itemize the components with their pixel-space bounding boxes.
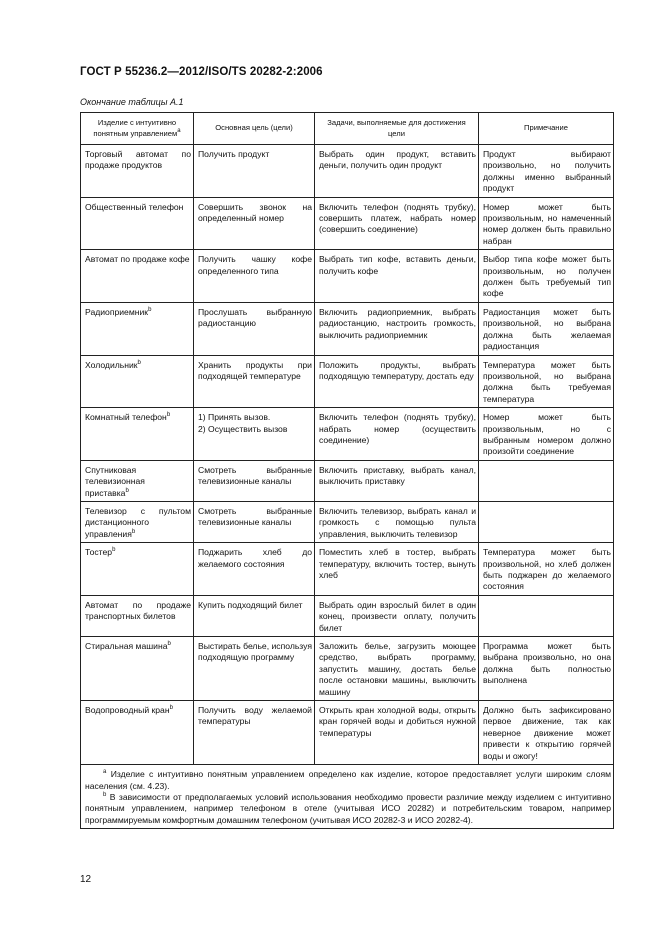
cell-note [479, 595, 614, 636]
cell-product: Автомат по продаже транспортных билетов [81, 595, 194, 636]
table-row [81, 197, 614, 250]
cell-product: Стиральная машина$^b$ [81, 637, 194, 701]
cell-product: Спутниковая телевизионная приставка$^b$ [81, 460, 194, 501]
cell-tasks: Открыть кран холодной воды, открыть кран горячей воды и добиться нужной температуры [315, 701, 479, 765]
cell-tasks: Включить радиоприемник, выбрать радиостанцию, настроить громкость, выключить радиоприемник [315, 302, 479, 355]
table-row [81, 250, 614, 303]
cell-product: Автомат по продаже кофе [81, 250, 194, 303]
goal-list-item: 2) Осуществить вызов [198, 423, 288, 434]
cell-note: Радиостанция может быть произвольной, но выбрана должна быть желаемая радиостанция [479, 302, 614, 355]
cell-product: Тостер$^b$ [81, 543, 194, 596]
cell-goal: Смотреть выбранные телевизионные каналы [194, 501, 315, 542]
cell-note [479, 501, 614, 542]
footnote-b: $^b$ В зависимости от предполагаемых условий использования необходимо провести различие между изделием с интуитивно понятным управлением, например телефоном в отеле (учитывая ИСО 20282) и потребительским товаром, например программируемым комфортным домашним телефоном (учитывая ИСО 20282-3 и ИСО 20282-4). [85, 791, 612, 825]
page-number: 12 [80, 874, 92, 885]
document-title: ГОСТ Р 55236.2—2012/ISO/TS 20282-2:2006 [80, 66, 323, 78]
table-row [81, 501, 614, 542]
cell-product: Комнатный телефон$^b$ [81, 408, 194, 461]
cell-note: Выбор типа кофе может быть произвольным, но получен должен быть требуемый тип кофе [479, 250, 614, 303]
cell-goal: Совершить звонок на определенный номер [194, 197, 315, 250]
table-row [81, 145, 614, 198]
table-row [81, 637, 614, 701]
column-header-note: Примечание [479, 113, 614, 145]
cell-tasks: Включить телефон (поднять трубку), совершить платеж, набрать номер (совершить соединение) [315, 197, 479, 250]
cell-goal: Поджарить хлеб до желаемого состояния [194, 543, 315, 596]
table-row [81, 595, 614, 636]
cell-tasks: Включить телефон (поднять трубку), набрать номер (осуществить соединение) [315, 408, 479, 461]
cell-note [479, 460, 614, 501]
cell-product: Общественный телефон [81, 197, 194, 250]
table-row [81, 701, 614, 765]
column-header-goal: Основная цель (цели) [194, 113, 315, 145]
footnote-a: $^a$ Изделие с интуитивно понятным управлением определено как изделие, которое предоставляет услуги широким слоям населения (см. 4.23). [85, 769, 612, 791]
cell-note: Должно быть зафиксировано первое движение, так как неверное движение может привести к открытию горячей воды и ожогу! [479, 701, 614, 765]
cell-goal [194, 408, 315, 461]
cell-goal: Прослушать выбранную радиостанцию [194, 302, 315, 355]
table-row [81, 355, 614, 408]
goal-list-item: 1) Принять вызов. [198, 412, 271, 423]
table-row [81, 408, 614, 461]
cell-goal: Купить подходящий билет [194, 595, 315, 636]
cell-goal: Получить продукт [194, 145, 315, 198]
cell-product: Торговый автомат по продаже продуктов [81, 145, 194, 198]
cell-product: Водопроводный кран$^b$ [81, 701, 194, 765]
table-caption: Окончание таблицы А.1 [80, 97, 184, 107]
cell-goal: Смотреть выбранные телевизионные каналы [194, 460, 315, 501]
cell-tasks: Включить приставку, выбрать канал, выключить приставку [315, 460, 479, 501]
cell-product: Радиоприемник$^b$ [81, 302, 194, 355]
table-row [81, 543, 614, 596]
cell-goal: Получить чашку кофе определенного типа [194, 250, 315, 303]
cell-tasks: Положить продукты, выбрать подходящую температуру, достать еду [315, 355, 479, 408]
cell-tasks: Включить телевизор, выбрать канал и громкость с помощью пульта управления, выключить телевизор [315, 501, 479, 542]
cell-tasks: Выбрать один продукт, вставить деньги, получить один продукт [315, 145, 479, 198]
table-footnotes [81, 765, 614, 829]
table-header-row [81, 113, 614, 145]
cell-goal: Хранить продукты при подходящей температуре [194, 355, 315, 408]
cell-tasks: Поместить хлеб в тостер, выбрать температуру, включить тостер, вынуть хлеб [315, 543, 479, 596]
cell-note: Продукт выбирают произвольно, но получить должны именно выбранный продукт [479, 145, 614, 198]
cell-goal: Получить воду желаемой температуры [194, 701, 315, 765]
column-header-tasks: Задачи, выполняемые для достижения цели [315, 113, 479, 145]
cell-note: Температура может быть произвольной, но выбрана должна быть требуемая температура [479, 355, 614, 408]
cell-note: Программа может быть выбрана произвольно, но она должна быть полностью выполнена [479, 637, 614, 701]
column-header-product: Изделие с интуитивно понятным управлением$^a$ [81, 113, 194, 145]
table-row [81, 460, 614, 501]
cell-tasks: Заложить белье, загрузить моющее средство, выбрать программу, запустить машину, достать белье после остановки машины, выключить машину [315, 637, 479, 701]
cell-note: Номер может быть произвольным, но с выбранным номером должно произойти соединение [479, 408, 614, 461]
product-table [80, 112, 614, 829]
cell-product: Холодильник$^b$ [81, 355, 194, 408]
cell-tasks: Выбрать тип кофе, вставить деньги, получить кофе [315, 250, 479, 303]
cell-product: Телевизор с пультом дистанционного управления$^b$ [81, 501, 194, 542]
table-row [81, 302, 614, 355]
table-footnotes-row [81, 765, 614, 829]
cell-note: Температура может быть произвольной, но хлеб должен быть поджарен до желаемого состояния [479, 543, 614, 596]
cell-note: Номер может быть произвольным, но намеченный номер должен быть правильно набран [479, 197, 614, 250]
cell-tasks: Выбрать один взрослый билет в один конец, произвести оплату, получить билет [315, 595, 479, 636]
cell-goal: Выстирать белье, используя подходящую программу [194, 637, 315, 701]
